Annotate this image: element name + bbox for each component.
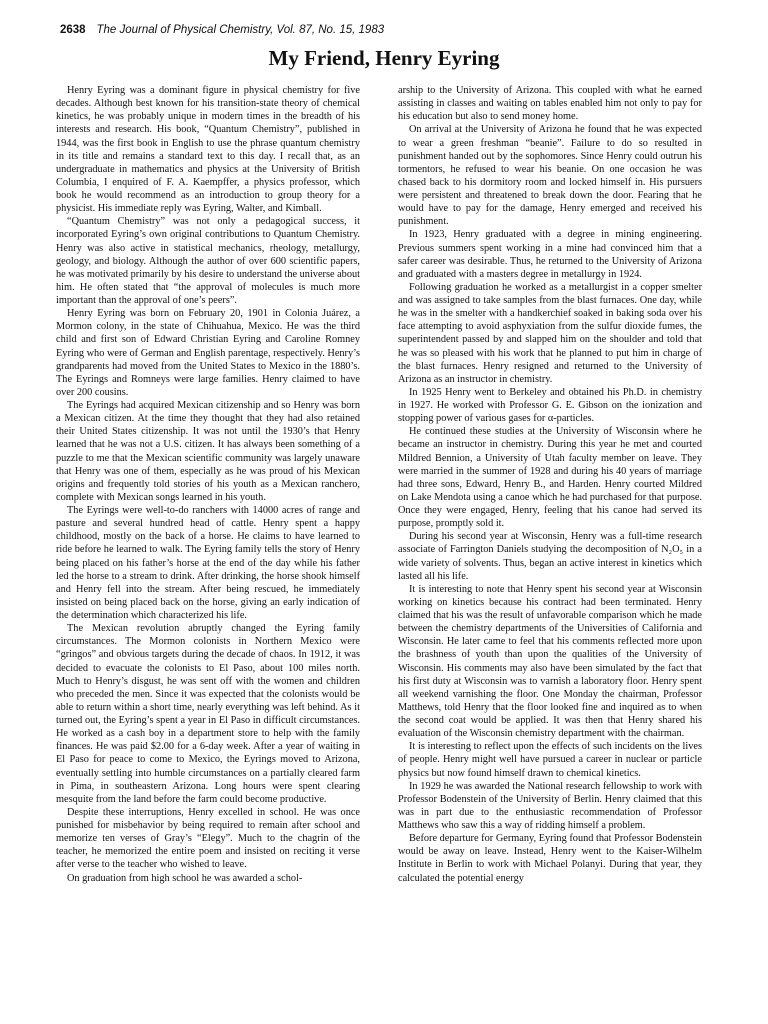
paragraph: Henry Eyring was born on February 20, 1901 in Colonia Juárez, a Mormon colony, in the state of Chihuahua, Mexico. He was the third child and first son of Edward Christian Eyring and Caroline Romney Eyring who were of German and English parentage, respectively. Henry’s grandparents had moved from the United States to Mexico in the 1880’s. The Eyrings and Romneys were large families. Henry claimed to have over 200 cousins. (56, 308, 360, 398)
running-header (60, 24, 384, 36)
paragraph: Following graduation he worked as a metallurgist in a copper smelter and was assigned to take samples from the blast furnaces. One day, while he was in the smelter with a handkerchief soaked in baking soda over his face attempting to avoid asphyxiation from the sulfur dioxide fumes, the superintendent passed by and slapped him on the shoulder and told that he was so pleased with his work that he planned to put him in charge of the blast furnaces. Henry resigned and returned to the University of Arizona as an instructor in chemistry. (398, 281, 702, 385)
paragraph: arship to the University of Arizona. This coupled with what he earned assisting in classes and waiting on tables enabled him not only to pay for his education but also to send money home. (398, 85, 702, 123)
paragraph: “Quantum Chemistry” was not only a pedagogical success, it incorporated Eyring’s own original contributions to Quantum Chemistry. Henry was also active in statistical mechanics, rheology, metallurgy, geology, and biology. Although the author of over 600 scientific papers, he was motivated primarily by his desire to understand the universe about him. He often stated that “the approval of molecules is much more important than the approval of one’s peers”. (56, 216, 360, 306)
paragraph: The Eyrings had acquired Mexican citizenship and so Henry was born a Mexican citizen. At the time they thought that they had also retained their United States citizenship. It was not until the 1930’s that Henry learned that he was not a U.S. citizen. It has always been something of a puzzle to me that the Mexican scientific community was largely unaware that Henry was one of them, especially as he was proud of his Mexican origins and frequently told stories of his youth as a Mexican ranchero, complete with Mexican songs learned in his youth. (56, 400, 360, 503)
paragraph: Henry Eyring was a dominant figure in physical chemistry for five decades. Although best known for his transition-state theory of chemical kinetics, he was probably unique in modern times in the breadth of his interests and research. His book, “Quantum Chemistry”, published in 1944, was the first book in English to use the phrase quantum chemistry in its title and remains a standard text to this day. I recall that, as an undergraduate in mathematics and physics at the University of British Columbia, I enquired of F. A. Kaempffer, a physics professor, which book he would recommend as an introduction to group theory for a physicist. His immediate reply was Eyring, Walter, and Kimball. (56, 85, 360, 215)
paragraph: Before departure for Germany, Eyring found that Professor Bodenstein would be away on leave. Instead, Henry went to the Kaiser-Wilhelm Institute in Berlin to work with Michael Polanyi. During that year, they calculated the potential energy (398, 833, 702, 884)
journal-citation: The Journal of Physical Chemistry, Vol. 87, No. 15, 1983 (96, 24, 385, 36)
right-column (398, 84, 702, 885)
paragraph: On graduation from high school he was awarded a schol- (67, 872, 303, 884)
paragraph: Despite these interruptions, Henry excelled in school. He was once punished for misbehavior by being required to remain after school and memorize ten verses of Gray’s “Elegy”. Much to the chagrin of the teacher, he memorized the entire poem and insisted on reciting it verse after verse to the teacher who wished to leave. (56, 806, 360, 871)
paragraph: It is interesting to note that Henry spent his second year at Wisconsin working on kinetics because his contract had been terminated. Henry claimed that his was the result of unfavorable comparison which he made between the chemistry departments of the Universities of California and Wisconsin. He later came to feel that his comments reflected more upon the brashness of youth than upon the qualities of the University of Wisconsin. His comments may also have been simulated by the fact that his first duty at Wisconsin was to varnish a laboratory floor. Henry spent all weekend varnishing the floor. One Monday the chairman, Professor Matthews, told Henry that the floor looked fine and inquired as to when the second coat would be applied. It was then that Henry shared his evaluation of the Wisconsin chemistry department with the chairman. (398, 583, 702, 740)
paragraph: The Eyrings were well-to-do ranchers with 14000 acres of range and pasture and several hundred head of cattle. Henry spent a happy childhood, mostly on the back of a horse. He claims to have learned to ride before he learned to walk. The Eyring family tells the story of Henry being placed on his father’s horse at the end of the day while his father led the horse to a stream to drink. After drinking, the horse shook himself and Henry fell into the stream. After being rescued, he immediately insisted on being placed back on the horse, giving an early indication of the determination which characterized his life. (56, 505, 360, 621)
page-number: 2638 (60, 24, 86, 36)
left-column (56, 84, 360, 885)
paragraph: He continued these studies at the University of Wisconsin where he became an instructor in chemistry. During this year he met and courted Mildred Bennion, a University of Utah faculty member on leave. They were married in the summer of 1928 and during his 40 years of marriage had three sons, Edward, Henry B., and Harden. Henry courted Mildred on Lake Mendota using a canoe which he had purchased for that purpose. Once they were engaged, Henry, feeling that his canoe had served its purpose, promptly sold it. (398, 426, 702, 530)
paragraph: In 1923, Henry graduated with a degree in mining engineering. Previous summers spent working in a mine had convinced him that a safer career was desirable. Thus, he returned to the University of Arizona and graduated with a masters degree in metallurgy in 1924. (398, 229, 702, 280)
paragraph: In 1929 he was awarded the National research fellowship to work with Professor Bodenstein of the University of Berlin. Henry claimed that this was in part due to the enthusiastic recommendation of Professor Matthews who saw this a way of ridding himself a problem. (398, 780, 702, 831)
paragraph: The Mexican revolution abruptly changed the Eyring family circumstances. The Mormon colonists in Northern Mexico were “gringos” and obvious targets during the decade of chaos. In 1912, it was decided to evacuate the colonists to El Paso, about 100 miles north. Much to Henry’s disgust, he was sent off with the women and children who preceded the men. Since it was expected that the colonists would be able to return within a short time, nearly everything was left behind. As it turned out, the Eyring’s spent a year in El Paso in difficult circumstances. He worked as a cash boy in a department store to help with the family finances. He was paid $2.00 for a 6-day week. After a year of waiting in El Paso for peace to come to Mexico, the Eyrings moved to Arizona, eventually settling into humble circumstances on a partially cleared farm in Pima, in southeastern Arizona. Long hours were spent clearing mesquite from the land before the farm could become productive. (56, 623, 360, 805)
paragraph: During his second year at Wisconsin, Henry was a full-time research associate of Farrington Daniels studying the decomposition of N₂O₅ in a wide variety of solvents. Thus, began an active interest in kinetics which lasted all his life. (398, 531, 702, 582)
paragraph: In 1925 Henry went to Berkeley and obtained his Ph.D. in chemistry in 1927. He worked with Professor G. E. Gibson on the ionization and stopping power of various gases for α-particles. (398, 386, 702, 425)
paragraph: It is interesting to reflect upon the effects of such incidents on the lives of people. Henry might well have pursued a career in nuclear or particle physics but now found himself drawn to chemical kinetics. (398, 741, 702, 779)
article-title: My Friend, Henry Eyring (268, 46, 500, 70)
paragraph: On arrival at the University of Arizona he found that he was expected to wear a green freshman “beanie”. Failure to do so resulted in punishment handed out by the sophomores. Since Henry could outrun his tormentors, he refused to wear his beanie. On one occasion he was chased back to his dormitory room and locked himself in. His pursuers were persistent and threatened to break down the door. Fearing that he would have to pay for the damage, Henry emerged and received his punishment. (398, 124, 702, 228)
